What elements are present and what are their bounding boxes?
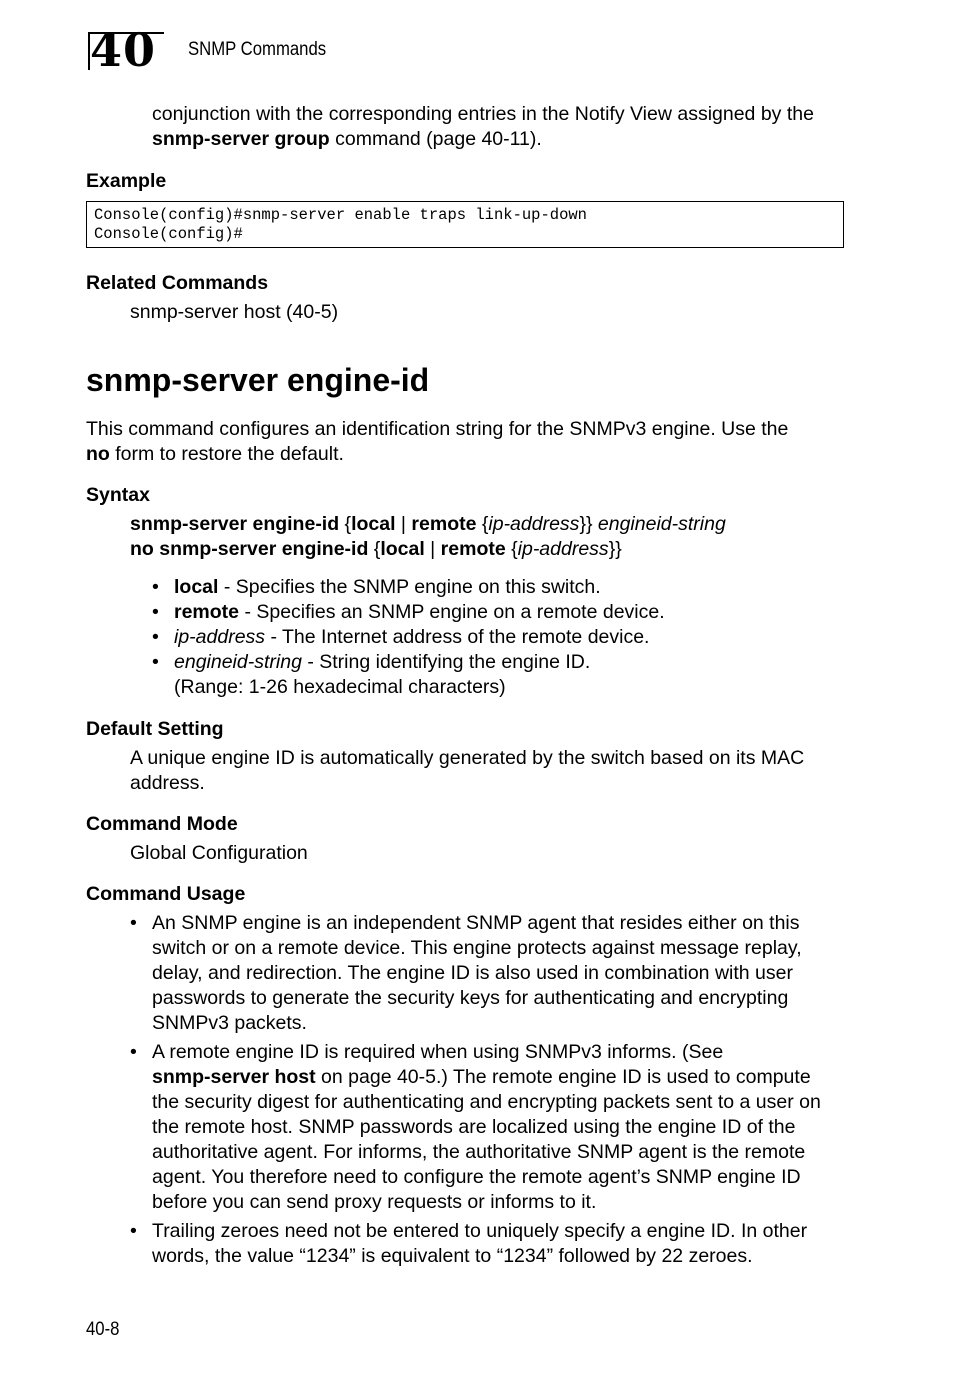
command-mode-text: Global Configuration xyxy=(130,842,308,864)
usage-1-line: passwords to generate the security keys for authenticating and encrypting xyxy=(152,987,789,1009)
description-line-2 xyxy=(86,442,788,467)
syntax-param-list xyxy=(152,575,665,700)
no-keyword: no xyxy=(86,443,110,465)
intro-line-1: conjunction with the corresponding entries in the Notify View assigned by the xyxy=(152,103,814,125)
list-item xyxy=(152,575,665,600)
param-term: local xyxy=(174,576,219,598)
syntax-brace-close: }} xyxy=(579,513,598,535)
param-desc: - Specifies an SNMP engine on a remote device. xyxy=(239,601,665,623)
section-description xyxy=(86,417,788,467)
usage-2-line: the security digest for authenticating and encrypting packets sent to a user on xyxy=(152,1091,821,1113)
code-line-2: Console(config)# xyxy=(94,225,243,243)
usage-2-line-text: on page 40-5.) The remote engine ID is used to compute xyxy=(315,1066,811,1088)
syntax-brace-close: }} xyxy=(608,538,622,560)
syntax-engineid: engineid-string xyxy=(597,513,726,535)
page-number: 40-8 xyxy=(86,1319,120,1340)
usage-1-line: switch or on a remote device. This engine protects against message replay, xyxy=(152,937,802,959)
code-line-1: Console(config)#snmp-server enable traps link-up-down xyxy=(94,206,587,224)
param-desc: - String identifying the engine ID. xyxy=(301,651,591,673)
param-term: engineid-string xyxy=(174,651,302,673)
usage-2-line: agent. You therefore need to configure the remote agent’s SNMP engine ID xyxy=(152,1166,801,1188)
usage-1-line: An SNMP engine is an independent SNMP agent that resides either on this xyxy=(152,912,800,934)
snmp-server-host-ref: snmp-server host xyxy=(152,1066,316,1088)
syntax-sep: | xyxy=(424,538,441,560)
syntax-no-cmd: no snmp-server engine-id xyxy=(130,538,369,560)
usage-2-line: authoritative agent. For informs, the authoritative SNMP agent is the remote xyxy=(152,1141,806,1163)
syntax-brace: { xyxy=(339,513,352,535)
intro-paragraph xyxy=(152,102,814,152)
related-commands-heading: Related Commands xyxy=(86,272,269,294)
param-desc: - Specifies the SNMP engine on this switch. xyxy=(218,576,601,598)
usage-2-line: A remote engine ID is required when using SNMPv3 informs. (See xyxy=(152,1041,724,1063)
intro-command-ref: snmp-server group xyxy=(152,128,330,150)
syntax-local: local xyxy=(351,513,396,535)
usage-3-line: Trailing zeroes need not be entered to uniquely specify a engine ID. In other xyxy=(152,1220,808,1242)
list-item xyxy=(152,650,665,700)
bullet-icon: • xyxy=(130,1041,137,1063)
list-item xyxy=(152,600,665,625)
intro-line-2 xyxy=(152,127,814,152)
bullet-icon: • xyxy=(152,626,159,648)
example-heading: Example xyxy=(86,170,167,192)
description-line-2-text: form to restore the default. xyxy=(109,443,344,465)
usage-bullet-2 xyxy=(130,1040,821,1215)
related-commands-text: snmp-server host (40-5) xyxy=(130,301,339,323)
section-title: snmp-server engine-id xyxy=(86,362,430,398)
syntax-brace: { xyxy=(368,538,381,560)
usage-3-line: words, the value “1234” is equivalent to “1234” followed by 22 zeroes. xyxy=(152,1245,753,1267)
default-setting-line-2: address. xyxy=(130,772,205,794)
default-setting-heading: Default Setting xyxy=(86,718,224,740)
bullet-icon: • xyxy=(130,912,137,934)
syntax-cmd: snmp-server engine-id xyxy=(130,513,340,535)
param-term: ip-address xyxy=(174,626,266,648)
chapter-number: 40 xyxy=(90,23,157,77)
default-setting-line-1: A unique engine ID is automatically generated by the switch based on its MAC xyxy=(130,747,805,769)
syntax-line-1 xyxy=(130,512,726,537)
syntax-sep: | xyxy=(395,513,412,535)
usage-1-line: SNMPv3 packets. xyxy=(152,1012,307,1034)
default-setting-text xyxy=(130,746,804,796)
syntax-ip: ip-address xyxy=(517,538,609,560)
syntax-heading: Syntax xyxy=(86,484,150,506)
param-term: remote xyxy=(174,601,240,623)
syntax-ip: ip-address xyxy=(488,513,580,535)
syntax-local: local xyxy=(380,538,425,560)
usage-1-line: delay, and redirection. The engine ID is also used in combination with user xyxy=(152,962,793,984)
description-line-1: This command configures an identification string for the SNMPv3 engine. Use the xyxy=(86,418,789,440)
chapter-title: SNMP Commands xyxy=(188,39,327,60)
list-item xyxy=(152,625,665,650)
usage-2-line: before you can send proxy requests or informs to it. xyxy=(152,1191,597,1213)
usage-2-line xyxy=(152,1065,821,1090)
syntax-remote: remote xyxy=(411,513,477,535)
param-range: (Range: 1-26 hexadecimal characters) xyxy=(174,676,506,698)
command-mode-heading: Command Mode xyxy=(86,813,238,835)
syntax-brace-inner: { xyxy=(505,538,518,560)
syntax-line-2 xyxy=(130,537,622,562)
example-code-block xyxy=(86,201,844,248)
intro-line-2-text: command (page 40-11). xyxy=(329,128,542,150)
usage-bullet-1 xyxy=(130,911,802,1036)
bullet-icon: • xyxy=(152,651,159,673)
usage-2-line: the remote host. SNMP passwords are localized using the engine ID of the xyxy=(152,1116,796,1138)
syntax-remote: remote xyxy=(440,538,506,560)
syntax-brace-inner: { xyxy=(476,513,489,535)
bullet-icon: • xyxy=(130,1220,137,1242)
usage-bullet-3 xyxy=(130,1219,807,1269)
bullet-icon: • xyxy=(152,576,159,598)
param-desc: - The Internet address of the remote device. xyxy=(265,626,650,648)
bullet-icon: • xyxy=(152,601,159,623)
command-usage-heading: Command Usage xyxy=(86,883,246,905)
